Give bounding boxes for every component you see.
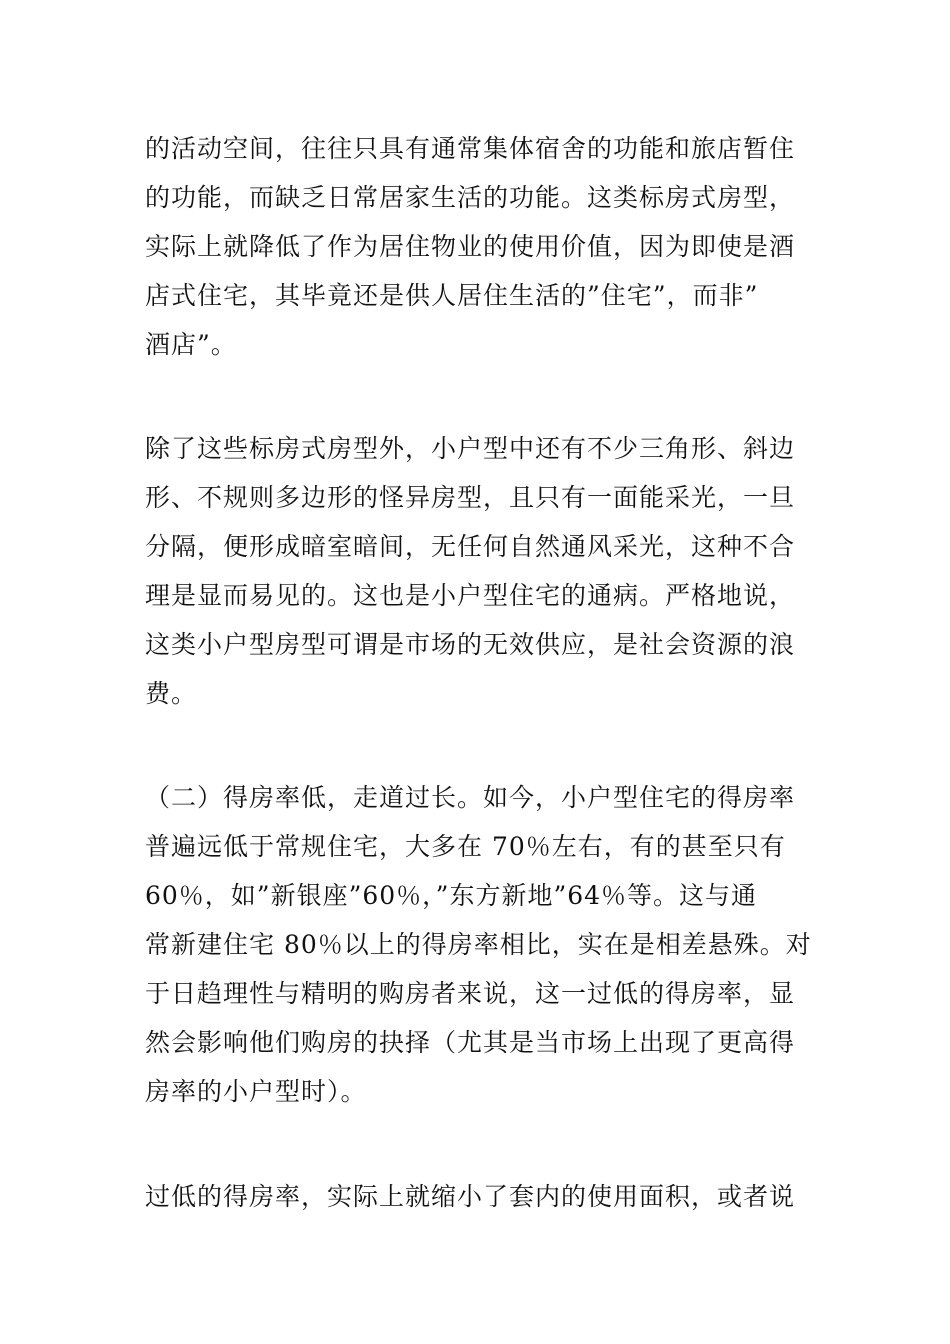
paragraph-line: 费。 — [145, 679, 198, 708]
paragraph-line: 分隔，便形成暗室暗间，无任何自然通风采光，这种不合 — [145, 532, 796, 561]
paragraph-1 — [145, 124, 825, 369]
paragraph-line: 的活动空间，往往只具有通常集体宿舍的功能和旅店暂住 — [145, 134, 796, 163]
paragraph-line: 普遍远低于常规住宅，大多在 70％左右，有的甚至只有 — [145, 832, 786, 861]
paragraph-4 — [145, 1172, 825, 1221]
paragraph-line: 形、不规则多边形的怪异房型，且只有一面能采光，一旦 — [145, 483, 796, 512]
paragraph-3 — [145, 773, 825, 1116]
paragraph-line: 然会影响他们购房的抉择（尤其是当市场上出现了更高得 — [145, 1028, 796, 1057]
paragraph-line: 酒店”。 — [145, 330, 237, 359]
paragraph-line: 店式住宅，其毕竟还是供人居住生活的”住宅”，而非” — [145, 281, 759, 310]
paragraph-line: 理是显而易见的。这也是小户型住宅的通病。严格地说， — [145, 581, 796, 610]
paragraph-line: 这类小户型房型可谓是市场的无效供应，是社会资源的浪 — [145, 630, 796, 659]
paragraph-line: 常新建住宅 80％以上的得房率相比，实在是相差悬殊。对 — [145, 930, 812, 959]
paragraph-line: 房率的小户型时）。 — [145, 1077, 367, 1106]
paragraph-line: 除了这些标房式房型外，小户型中还有不少三角形、斜边 — [145, 434, 796, 463]
paragraph-line: 的功能，而缺乏日常居家生活的功能。这类标房式房型， — [145, 183, 796, 212]
paragraph-line: 于日趋理性与精明的购房者来说，这一过低的得房率，显 — [145, 979, 796, 1008]
paragraph-2 — [145, 424, 825, 718]
paragraph-line: 60％，如”新银座”60％，”东方新地”64％等。这与通 — [145, 881, 758, 910]
paragraph-line: （二）得房率低，走道过长。如今，小户型住宅的得房率 — [145, 783, 796, 812]
paragraph-line: 实际上就降低了作为居住物业的使用价值，因为即使是酒 — [145, 232, 796, 261]
paragraph-line: 过低的得房率，实际上就缩小了套内的使用面积，或者说 — [145, 1182, 796, 1211]
